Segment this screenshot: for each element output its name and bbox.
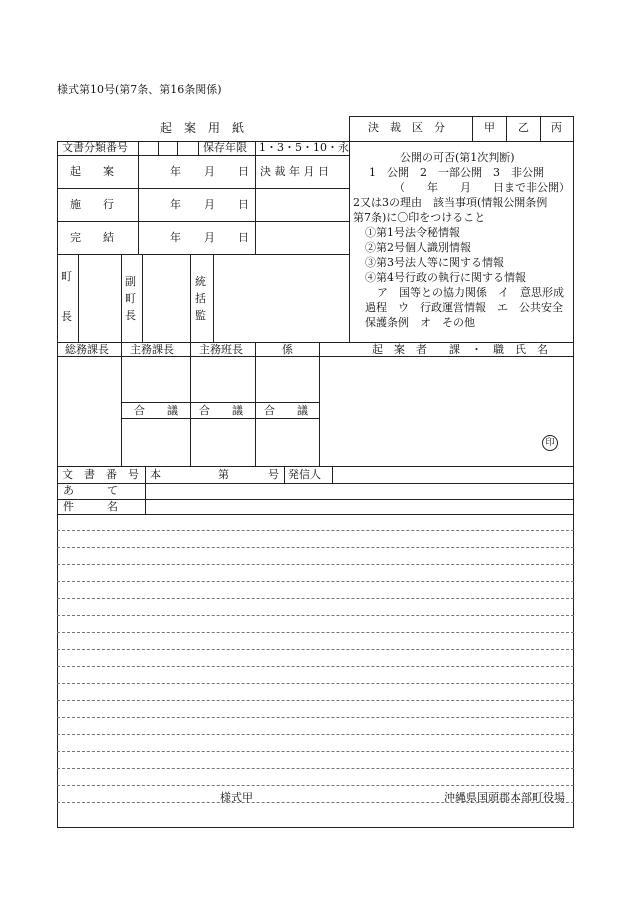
disclosure-title: 公開の可否(第1次判断) — [400, 151, 515, 164]
hon-label: 本 — [150, 468, 161, 481]
row-enforce-label: 施 行 — [70, 198, 114, 211]
deputy-label-2: 町 — [125, 292, 136, 305]
drafter-header: 起 案 者 課 ・ 職 氏 名 — [372, 343, 548, 356]
deputy-label-3: 長 — [125, 309, 136, 322]
dai-label: 第 — [218, 468, 229, 481]
deputy-label-1: 副 — [125, 275, 136, 288]
doc-class-label: 文書分類番号 — [62, 141, 128, 154]
complete-year: 年 — [170, 231, 181, 244]
disclosure-item-2: ②第2号個人識別情報 — [365, 241, 471, 254]
disclosure-until: （ 年 月 日まで非公開） — [394, 181, 570, 194]
disclosure-sub-3: 保護条例 オ その他 — [365, 316, 475, 329]
supervisor-label-2: 括 — [195, 292, 206, 305]
row-draft-label: 起 案 — [70, 165, 114, 178]
consult-label-1: 合 議 — [134, 404, 178, 417]
draft-month: 月 — [204, 165, 215, 178]
disclosure-reason-1: 2又は3の理由 該当事項(情報公開条例 — [353, 196, 548, 209]
footer-form-label: 様式甲 — [220, 791, 253, 804]
mayor-label-2: 長 — [61, 310, 72, 323]
enforce-month: 月 — [204, 198, 215, 211]
sender-label: 発信人 — [288, 468, 321, 481]
disclosure-sub-1: ア 国等との協力関係 イ 意思形成 — [377, 286, 564, 299]
enforce-year: 年 — [170, 198, 181, 211]
form-title: 起 案 用 紙 — [160, 121, 245, 135]
decision-option-c: 丙 — [551, 121, 562, 134]
seal-mark: 印 — [542, 435, 558, 451]
supervisor-label-3: 監 — [195, 309, 206, 322]
retention-values: 1・3・5・10・永 — [259, 141, 349, 154]
decision-class-label: 決 裁 区 分 — [368, 121, 445, 134]
affairs-head-header: 主務班長 — [199, 343, 243, 356]
disclosure-item-4: ④第4号行政の執行に関する情報 — [365, 271, 526, 284]
complete-day: 日 — [238, 231, 249, 244]
consult-label-2: 合 議 — [199, 404, 243, 417]
form-number: 様式第10号(第7条、第16条関係) — [57, 83, 222, 96]
disclosure-item-3: ③第3号法人等に関する情報 — [365, 256, 504, 269]
complete-month: 月 — [204, 231, 215, 244]
mayor-label-1: 町 — [61, 270, 72, 283]
draft-day: 日 — [238, 165, 249, 178]
subject-label: 件 名 — [63, 500, 118, 513]
decision-option-b: 乙 — [518, 121, 529, 134]
consult-label-3: 合 議 — [264, 404, 308, 417]
addressee-label: あ て — [63, 484, 118, 497]
disclosure-sub-2: 過程 ウ 行政運営情報 エ 公共安全 — [365, 301, 563, 314]
row-complete-label: 完 結 — [70, 231, 114, 244]
disclosure-options: 1 公開 2 一部公開 3 非公開 — [369, 166, 544, 179]
supervisor-label-1: 統 — [195, 275, 206, 288]
affairs-chief-header: 主務課長 — [130, 343, 174, 356]
doc-number-label: 文 書 番 号 — [62, 468, 139, 481]
general-chief-header: 総務課長 — [65, 343, 109, 356]
staff-header: 係 — [282, 343, 293, 356]
footer-office: 沖縄県国頭郡本部町役場 — [444, 791, 565, 804]
disclosure-item-1: ①第1号法令秘情報 — [365, 226, 460, 239]
go-label: 号 — [268, 468, 279, 481]
decision-option-a: 甲 — [484, 121, 495, 134]
draft-year: 年 — [170, 165, 181, 178]
decision-date-label: 決 裁 年 月 日 — [260, 165, 329, 178]
enforce-day: 日 — [238, 198, 249, 211]
disclosure-reason-2: 第7条)に〇印をつけること — [353, 211, 486, 224]
retention-label: 保存年限 — [203, 141, 247, 154]
